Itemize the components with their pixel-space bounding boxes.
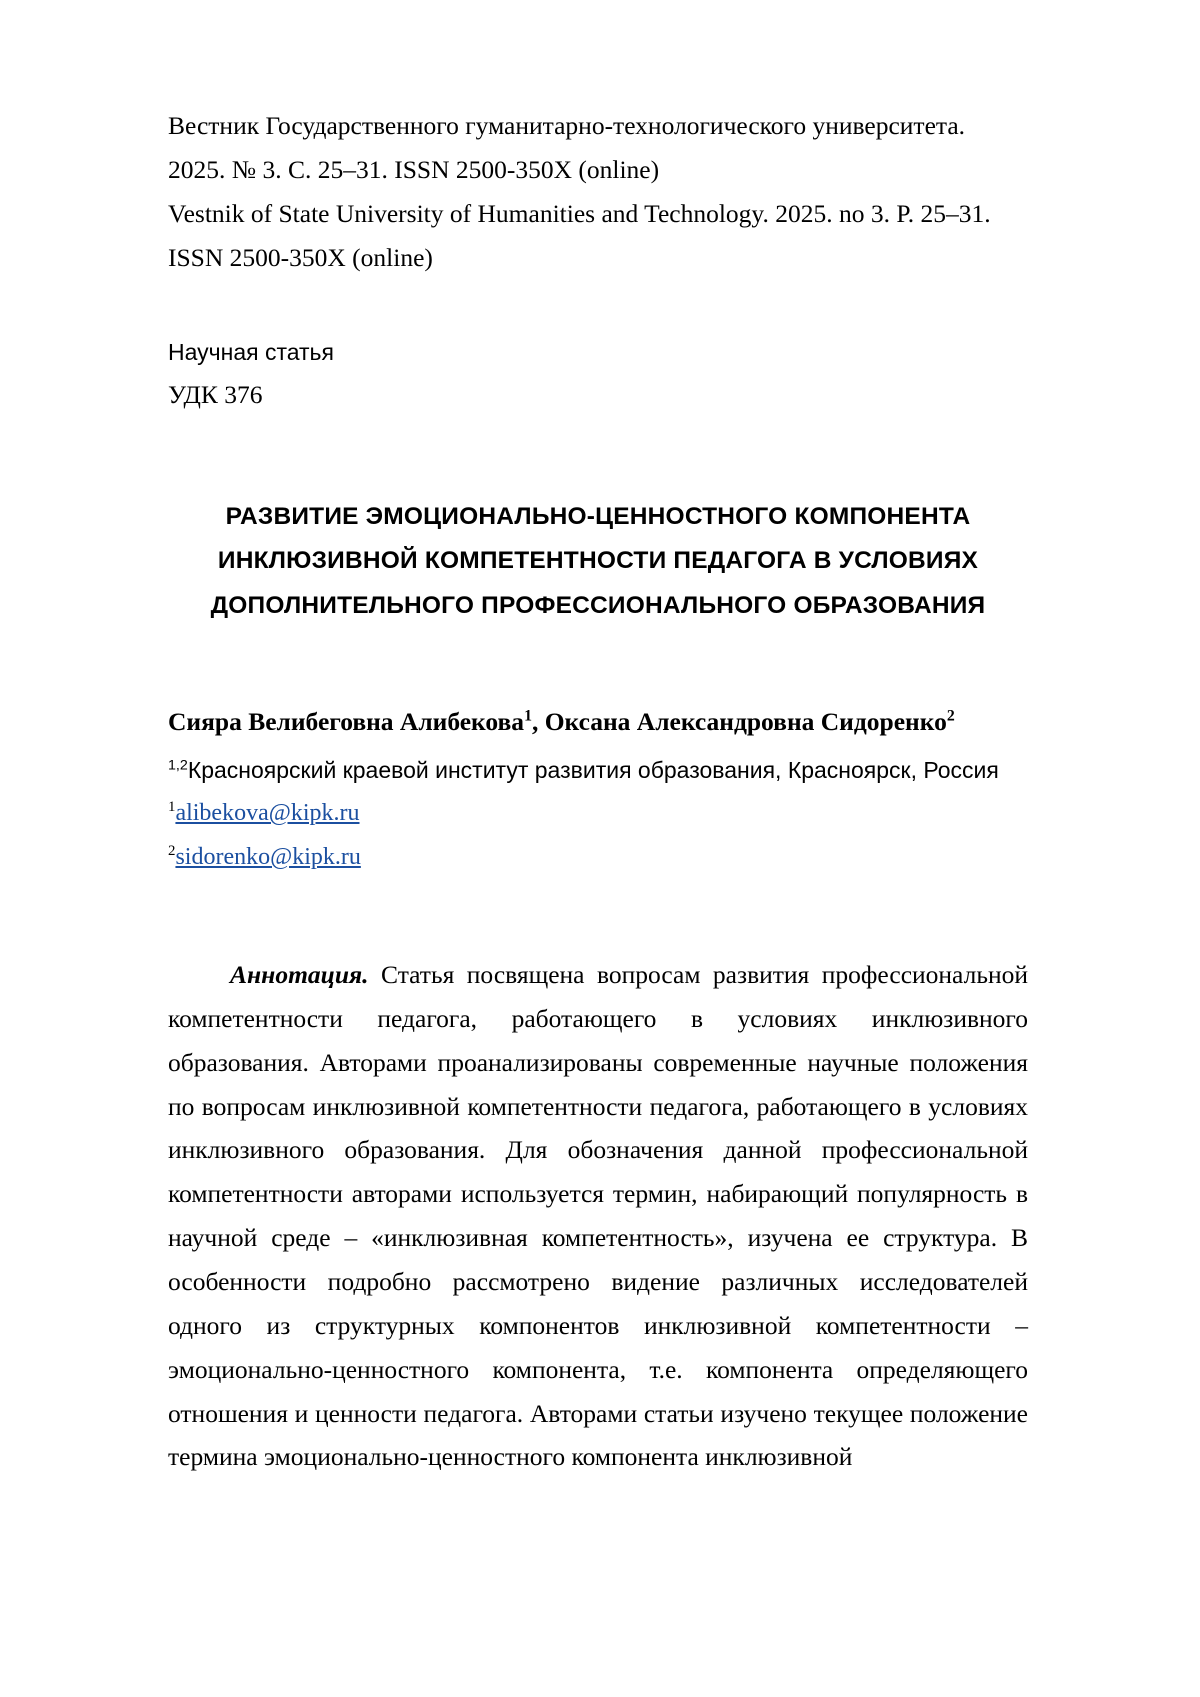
journal-header-line-4: ISSN 2500-350X (online) (168, 242, 433, 272)
journal-header (168, 104, 1028, 279)
article-meta (168, 333, 1028, 416)
author-marker-2: 2 (946, 707, 955, 725)
page-title (168, 495, 1028, 629)
journal-header-line-1: Вестник Государственного гуманитарно-технологического университета. (168, 111, 966, 140)
affiliation (168, 753, 1028, 788)
email-link-1[interactable]: alibekova@kipk.ru (175, 800, 360, 827)
author-email-2 (168, 840, 1028, 875)
abstract-paragraph (168, 953, 1028, 1479)
page-title-line-1: РАЗВИТИЕ ЭМОЦИОНАЛЬНО-ЦЕННОСТНОГО КОМПОНЕНТА (225, 502, 971, 530)
journal-header-line-2: 2025. № 3. С. 25–31. ISSN 2500-350X (online) (168, 154, 660, 184)
email-marker-2: 2 (168, 843, 176, 860)
author-marker-1: 1 (524, 707, 532, 725)
email-link-2[interactable]: sidorenko@kipk.ru (175, 844, 361, 871)
journal-header-line-3: Vestnik of State University of Humanities and Technology. 2025. no 3. P. 25–31. (168, 198, 991, 228)
author-list (168, 703, 1028, 741)
abstract-text: Статья посвящена вопросам развития профессиональной компетентности педагога, работающего в условиях инклюзивного образования. Авторами проанализированы современные научные положения по вопросам инклюзивной компетентности педагога, работающего в условиях инклюзивного образования. Для обозначения данной профессиональной компетентности авторами используется термин, набирающий популярность в научной среде – «инклюзивная компетентность», изучена ее структура. В особенности подробно рассмотрено видение различных исследователей одного из структурных компонентов инклюзивной компетентности – эмоционально-ценностного компонента, т.е. компонента определяющего отношения и ценности педагога. Авторами статьи изучено текущее положение термина эмоционально-ценностного компонента инклюзивной (168, 959, 1028, 1472)
author-email-1 (168, 796, 1028, 831)
page-title-line-2: ИНКЛЮЗИВНОЙ КОМПЕТЕНТНОСТИ ПЕДАГОГА В УСЛОВИЯХ (217, 547, 979, 575)
abstract-label: Аннотация. (230, 959, 369, 989)
email-marker-1: 1 (168, 799, 176, 816)
affiliation-marker: 1,2 (168, 757, 188, 774)
udc-code: УДК 376 (168, 379, 263, 409)
author-separator: , (531, 706, 545, 736)
author-name-2: Оксана Александровна Сидоренко (544, 706, 947, 736)
article-type: Научная статья (168, 339, 334, 366)
page-title-line-3: ДОПОЛНИТЕЛЬНОГО ПРОФЕССИОНАЛЬНОГО ОБРАЗОВАНИЯ (210, 592, 986, 619)
author-name-1: Сияра Велибеговна Алибекова (168, 706, 525, 736)
affiliation-text: Красноярский краевой институт развития образования, Красноярск, Россия (187, 756, 999, 783)
